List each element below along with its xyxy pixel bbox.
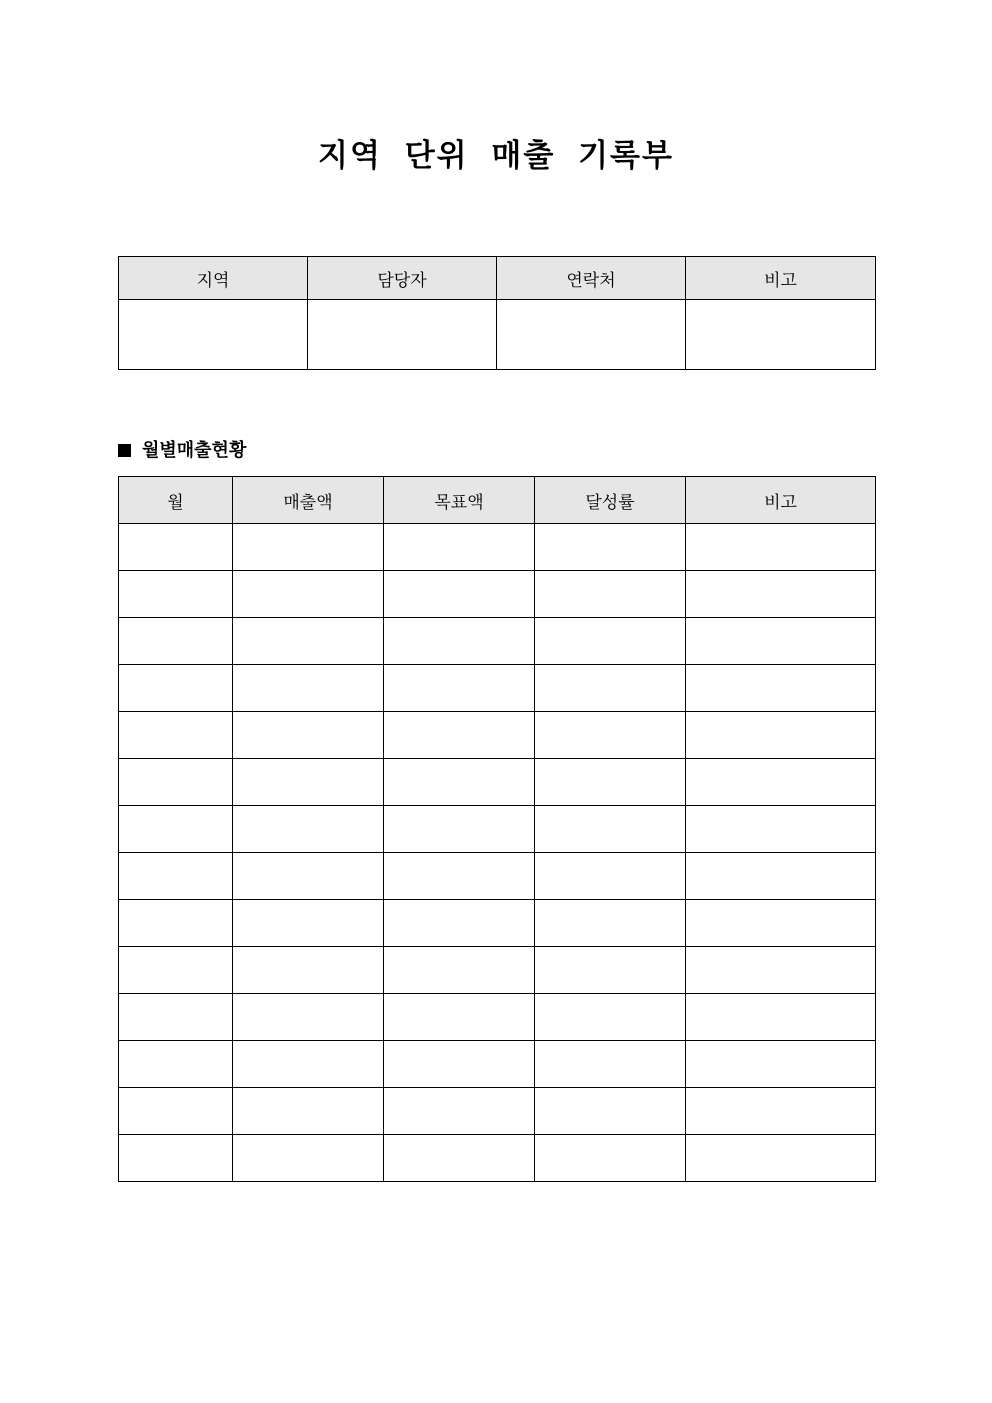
monthly-remarks-cell[interactable] [686,571,876,618]
table-row [119,712,876,759]
month-cell[interactable] [119,853,233,900]
month-cell[interactable] [119,618,233,665]
target-amount-cell[interactable] [384,571,535,618]
monthly-remarks-cell[interactable] [686,759,876,806]
sales-amount-cell[interactable] [233,665,384,712]
table-row [119,994,876,1041]
month-cell[interactable] [119,1135,233,1182]
sales-amount-cell[interactable] [233,900,384,947]
target-amount-cell[interactable] [384,665,535,712]
monthly-remarks-cell[interactable] [686,712,876,759]
month-cell[interactable] [119,806,233,853]
achievement-rate-cell[interactable] [535,947,686,994]
sales-amount-cell[interactable] [233,759,384,806]
monthly-remarks-cell[interactable] [686,806,876,853]
region-cell[interactable] [119,300,308,370]
sales-amount-cell[interactable] [233,853,384,900]
sales-amount-cell[interactable] [233,994,384,1041]
table-row [119,524,876,571]
month-cell[interactable] [119,1041,233,1088]
monthly-remarks-cell[interactable] [686,900,876,947]
month-cell[interactable] [119,759,233,806]
table-row [119,806,876,853]
info-header-row [119,257,876,300]
contact-cell[interactable] [497,300,686,370]
month-cell[interactable] [119,524,233,571]
month-cell[interactable] [119,571,233,618]
header-sales-amount: 매출액 [233,477,384,524]
table-row [119,571,876,618]
table-row [119,900,876,947]
achievement-rate-cell[interactable] [535,1088,686,1135]
achievement-rate-cell[interactable] [535,806,686,853]
sales-amount-cell[interactable] [233,524,384,571]
target-amount-cell[interactable] [384,900,535,947]
achievement-rate-cell[interactable] [535,900,686,947]
header-remarks: 비고 [686,257,876,300]
monthly-remarks-cell[interactable] [686,1088,876,1135]
header-region: 지역 [119,257,308,300]
target-amount-cell[interactable] [384,1088,535,1135]
achievement-rate-cell[interactable] [535,1135,686,1182]
achievement-rate-cell[interactable] [535,994,686,1041]
target-amount-cell[interactable] [384,618,535,665]
monthly-remarks-cell[interactable] [686,524,876,571]
monthly-remarks-cell[interactable] [686,618,876,665]
header-month: 월 [119,477,233,524]
target-amount-cell[interactable] [384,806,535,853]
target-amount-cell[interactable] [384,524,535,571]
target-amount-cell[interactable] [384,853,535,900]
table-row [119,618,876,665]
table-row [119,1041,876,1088]
target-amount-cell[interactable] [384,947,535,994]
achievement-rate-cell[interactable] [535,853,686,900]
header-monthly-remarks: 비고 [686,477,876,524]
monthly-remarks-cell[interactable] [686,1041,876,1088]
monthly-remarks-cell[interactable] [686,1135,876,1182]
sales-amount-cell[interactable] [233,618,384,665]
achievement-rate-cell[interactable] [535,524,686,571]
info-row [119,300,876,370]
sales-amount-cell[interactable] [233,1135,384,1182]
month-cell[interactable] [119,665,233,712]
sales-amount-cell[interactable] [233,571,384,618]
table-row [119,1088,876,1135]
month-cell[interactable] [119,900,233,947]
month-cell[interactable] [119,712,233,759]
monthly-remarks-cell[interactable] [686,665,876,712]
achievement-rate-cell[interactable] [535,618,686,665]
monthly-remarks-cell[interactable] [686,947,876,994]
page-title: 지역 단위 매출 기록부 [318,138,674,174]
target-amount-cell[interactable] [384,1041,535,1088]
table-row [119,665,876,712]
target-amount-cell[interactable] [384,759,535,806]
sales-amount-cell[interactable] [233,712,384,759]
header-achievement-rate: 달성률 [535,477,686,524]
monthly-section-heading-text: 월별매출현황 [142,440,247,461]
table-row [119,853,876,900]
header-manager: 담당자 [308,257,497,300]
monthly-section-heading [118,437,246,465]
monthly-remarks-cell[interactable] [686,994,876,1041]
remarks-cell[interactable] [686,300,876,370]
table-row [119,947,876,994]
sales-amount-cell[interactable] [233,1041,384,1088]
sales-amount-cell[interactable] [233,1088,384,1135]
header-target-amount: 목표액 [384,477,535,524]
sales-amount-cell[interactable] [233,947,384,994]
month-cell[interactable] [119,994,233,1041]
manager-cell[interactable] [308,300,497,370]
monthly-sales-table [118,476,876,1182]
month-cell[interactable] [119,947,233,994]
achievement-rate-cell[interactable] [535,665,686,712]
square-bullet-icon [118,444,131,457]
monthly-remarks-cell[interactable] [686,853,876,900]
table-row [119,759,876,806]
target-amount-cell[interactable] [384,994,535,1041]
sales-amount-cell[interactable] [233,806,384,853]
monthly-header-row [119,477,876,524]
achievement-rate-cell[interactable] [535,1041,686,1088]
table-row [119,1135,876,1182]
achievement-rate-cell[interactable] [535,571,686,618]
month-cell[interactable] [119,1088,233,1135]
target-amount-cell[interactable] [384,712,535,759]
achievement-rate-cell[interactable] [535,759,686,806]
info-table [118,256,876,370]
achievement-rate-cell[interactable] [535,712,686,759]
target-amount-cell[interactable] [384,1135,535,1182]
header-contact: 연락처 [497,257,686,300]
